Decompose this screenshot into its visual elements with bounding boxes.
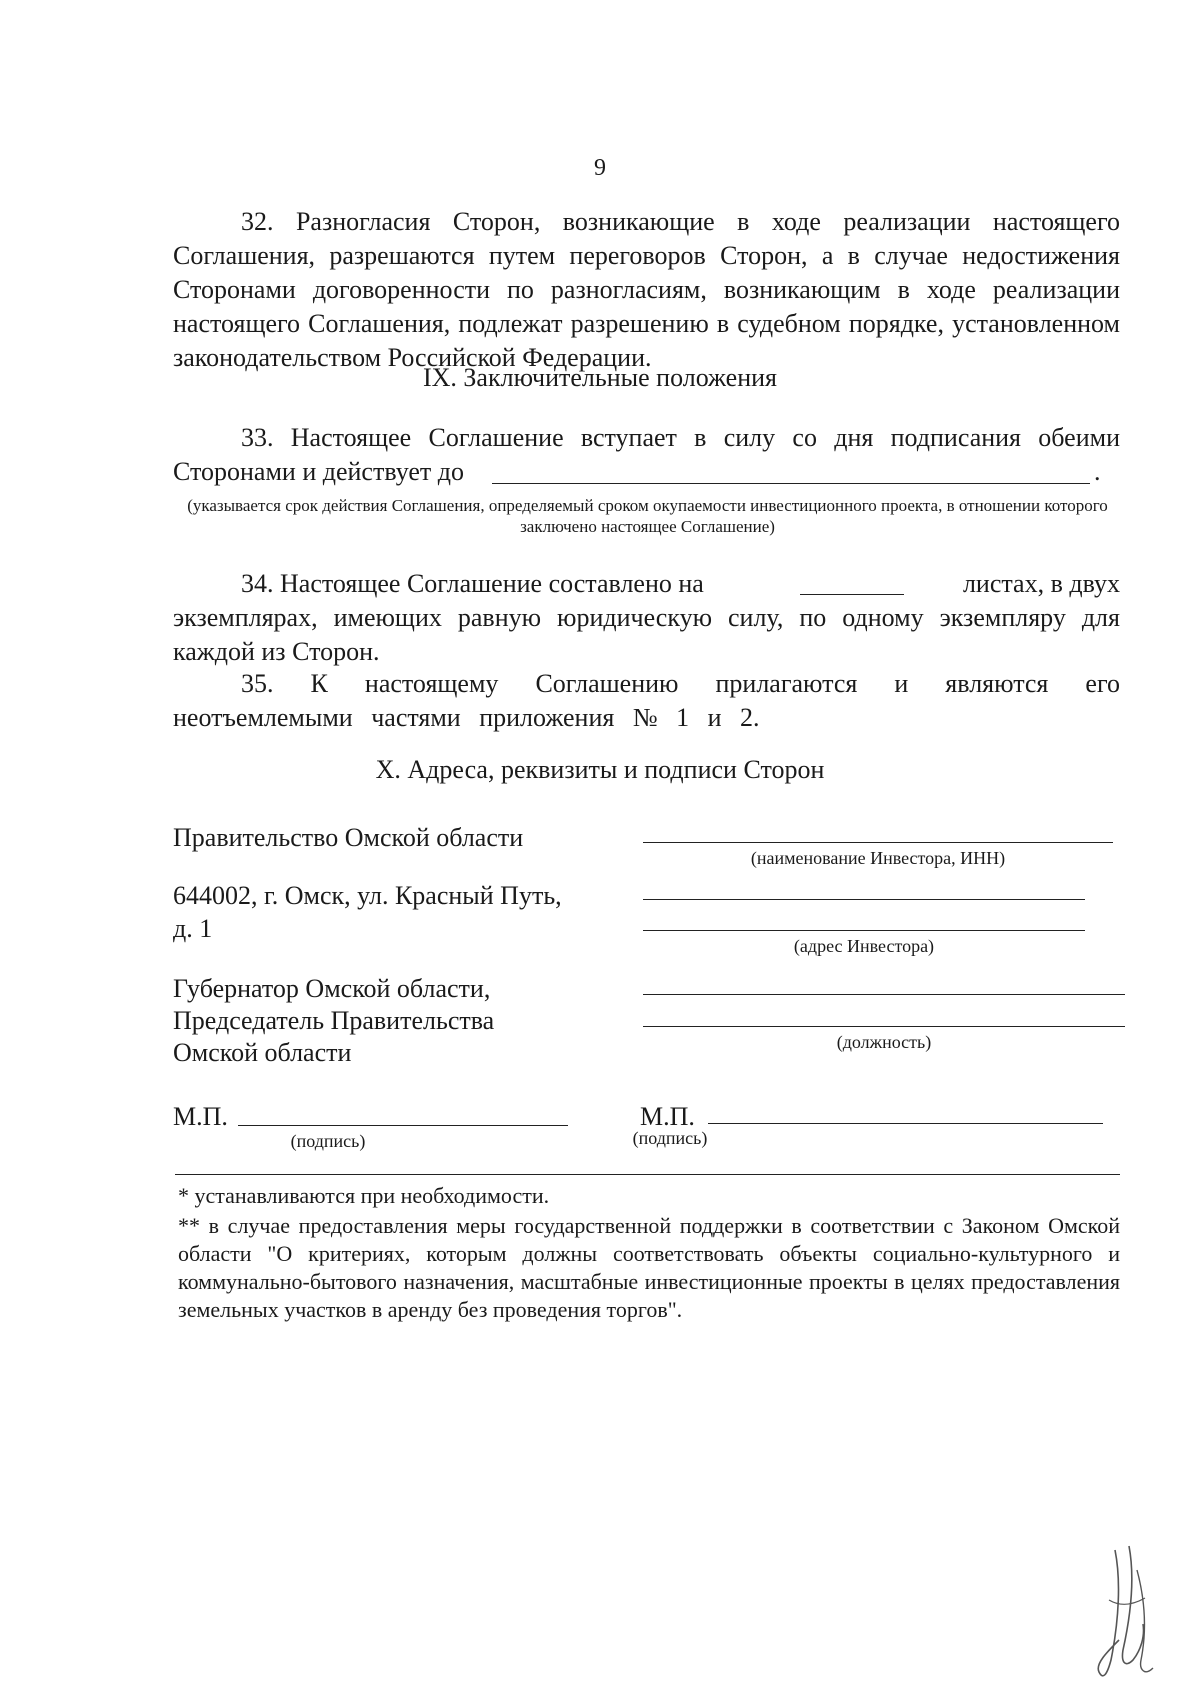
section-ix-title: IX. Заключительные положения [422,363,778,392]
investor-position-hint: (должность) [836,1032,932,1052]
investor-position-line1 [643,994,1125,995]
government-position-line1: Губернатор Омской области, [173,974,491,1003]
clause-32: 32. Разногласия Сторон, возникающие в ходе реализации настоящего Соглашения, разрешаются путем переговоров Сторон, а в случае недостижения Сторонами договоренности по разногласиям, возникающим в ходе реализации настоящего Соглашения, подлежат разрешению в судебном порядке, установленном законодательством Российской Федерации. [173,207,1120,372]
government-address-line2: д. 1 [173,914,213,943]
clause-35: 35. К настоящему Соглашению прилагаются и являются его неотъемлемыми частями приложения № 1 и 2. [173,669,1120,732]
clause-33-end: . [1094,457,1101,486]
investor-seal: М.П. [640,1102,695,1131]
government-position-line3: Омской области [173,1038,352,1067]
clause-34-part1: 34. Настоящее Соглашение составлено на [241,569,704,598]
footnote-2: ** в случае предоставления меры государственной поддержки в соответствии с Законом Омской области "О критериях, которым должны соответствовать объекты социально-культурного и коммунально-бытового назначения, масштабные инвестиционные проекты в целях предоставления земельных участков в аренду без проведения торгов". [178,1213,1120,1322]
clause-33-line2: Сторонами и действует до [173,457,465,486]
government-seal: М.П. [173,1102,228,1131]
clause-33-hint: (указывается срок действия Соглашения, определяемый сроком окупаемости инвестиционного проекта, в отношении которого заключено настоящее Соглашение) [187,496,1108,536]
government-name: Правительство Омской области [173,823,524,852]
investor-address-line2 [643,930,1085,931]
investor-address-hint: (адрес Инвестора) [793,936,935,956]
term-blank-line [492,483,1090,484]
footnote-1: * устанавливаются при необходимости. [178,1183,550,1208]
government-signature-line [238,1125,568,1126]
government-signature-hint: (подпись) [290,1131,366,1151]
sheets-blank-line [800,594,904,595]
clause-34-rest: экземплярах, имеющих равную юридическую силу, по одному экземпляру для каждой из Сторон. [173,603,1120,666]
investor-signature-line [708,1123,1103,1124]
investor-signature-hint: (подпись) [632,1128,708,1148]
page-number: 9 [594,155,606,181]
government-position-line2: Председатель Правительства [173,1006,495,1035]
clause-34-part2: листах, в двух [962,569,1120,598]
footnote-separator [175,1174,1120,1175]
clause-33-line1: 33. Настоящее Соглашение вступает в силу со дня подписания обеими [241,423,1120,452]
investor-position-line2 [643,1026,1125,1027]
investor-name-hint: (наименование Инвестора, ИНН) [750,848,1006,868]
section-x-title: X. Адреса, реквизиты и подписи Сторон [375,755,825,784]
investor-name-line [643,842,1113,843]
handwritten-signature-icon [1085,1540,1165,1690]
government-address-line1: 644002, г. Омск, ул. Красный Путь, [173,881,562,910]
investor-address-line1 [643,899,1085,900]
